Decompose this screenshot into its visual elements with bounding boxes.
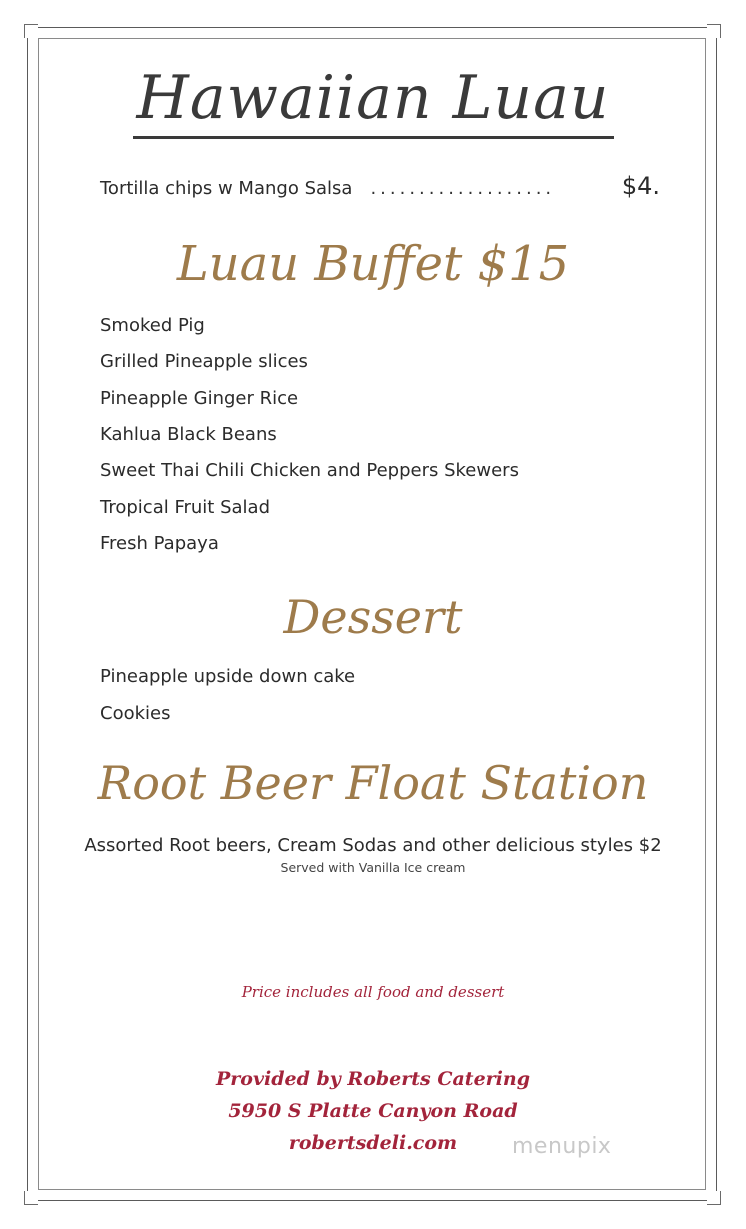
- dessert-heading: Dessert: [283, 590, 463, 644]
- appetizer-price: $4.: [621, 172, 660, 200]
- corner-ornament-bottom-right: [707, 1191, 721, 1205]
- buffet-item: Tropical Fruit Salad: [100, 497, 270, 518]
- provider-website: robertsdeli.com: [288, 1132, 458, 1154]
- dessert-item: Cookies: [100, 703, 171, 724]
- appetizer-row: [100, 172, 660, 200]
- dessert-item: Pineapple upside down cake: [100, 666, 356, 687]
- buffet-item: Fresh Papaya: [100, 533, 219, 554]
- float-station-description: Assorted Root beers, Cream Sodas and other delicious styles $2: [84, 835, 662, 856]
- corner-ornament-top-left: [24, 24, 38, 38]
- buffet-heading: Luau Buffet $15: [176, 236, 570, 292]
- provider-block: [0, 1063, 746, 1159]
- buffet-item: Sweet Thai Chili Chicken and Peppers Skewers: [100, 460, 519, 481]
- appetizer-name: Tortilla chips w Mango Salsa: [100, 178, 353, 199]
- provider-name: Provided by Roberts Catering: [215, 1068, 530, 1090]
- menu-title-text: Hawaiian Luau: [133, 62, 614, 139]
- buffet-item: Smoked Pig: [100, 315, 205, 336]
- corner-ornament-bottom-left: [24, 1191, 38, 1205]
- float-station-heading: Root Beer Float Station: [97, 756, 649, 810]
- provider-address: 5950 S Platte Canyon Road: [228, 1100, 518, 1122]
- corner-ornament-top-right: [707, 24, 721, 38]
- dot-leader: ...................: [370, 178, 556, 199]
- buffet-item: Grilled Pineapple slices: [100, 351, 308, 372]
- buffet-item: Pineapple Ginger Rice: [100, 388, 299, 409]
- buffet-item: Kahlua Black Beans: [100, 424, 277, 445]
- watermark-logo: menupix: [512, 1134, 612, 1159]
- menu-title: [0, 62, 746, 139]
- price-note: Price includes all food and dessert: [241, 983, 505, 1001]
- float-station-subtext: Served with Vanilla Ice cream: [280, 860, 466, 875]
